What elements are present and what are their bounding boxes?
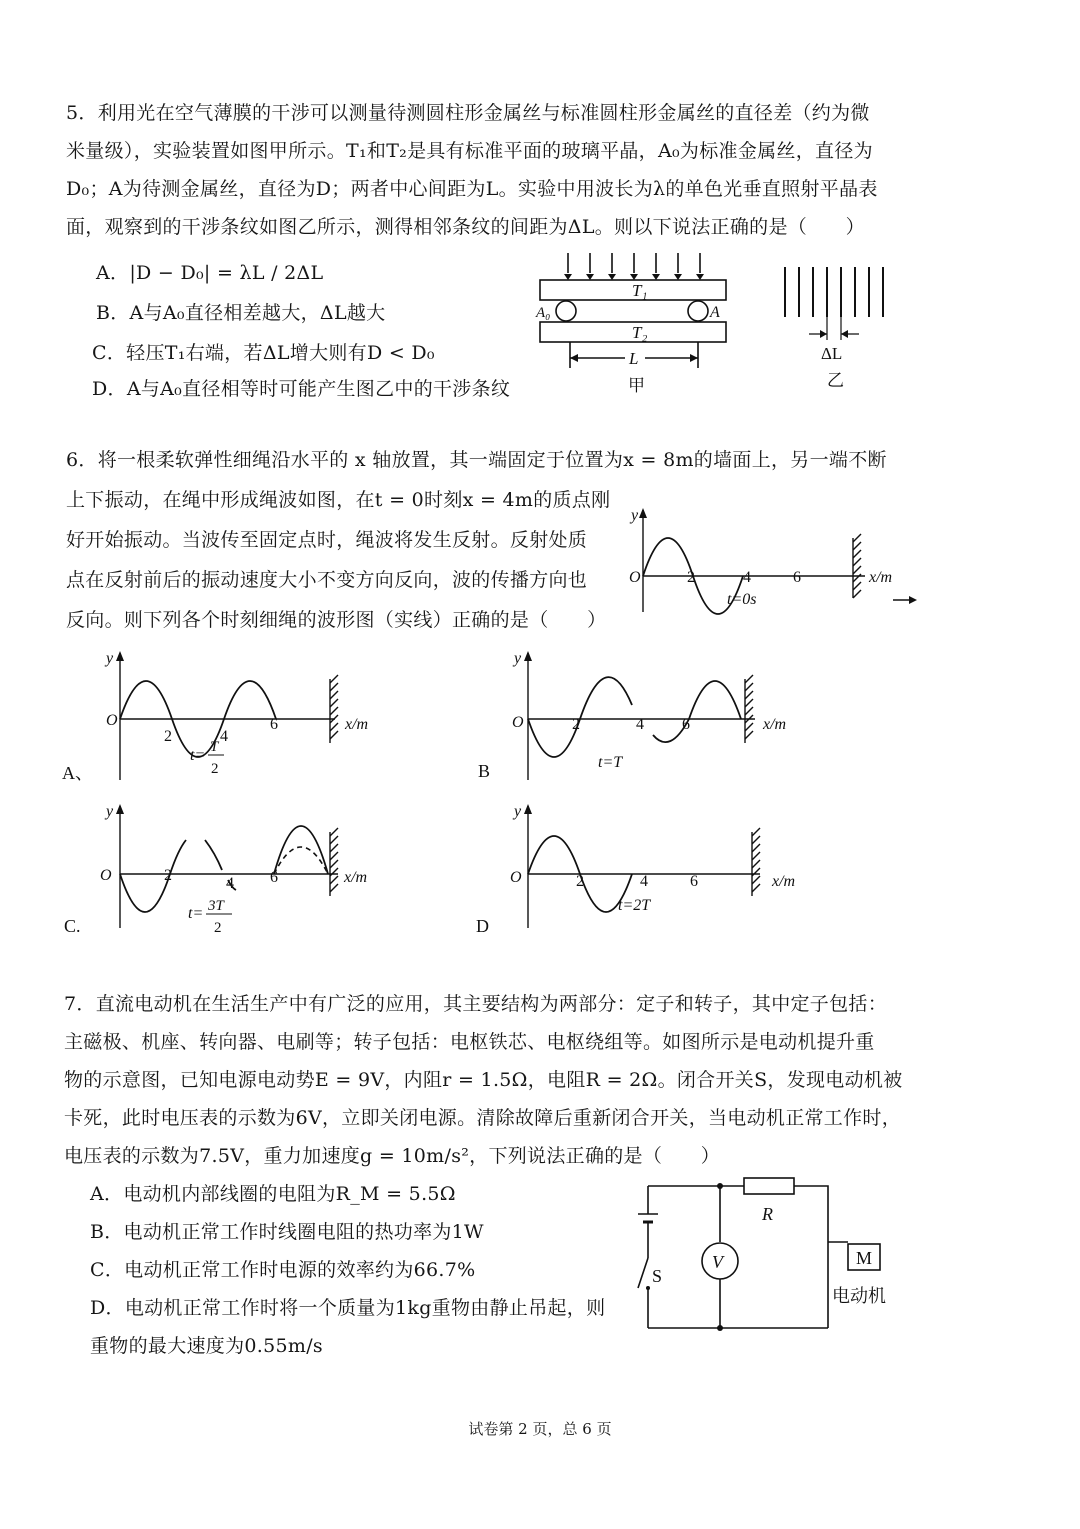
q7-line-1: 7．直流电动机在生活生产中有广泛的应用，其主要结构为两部分：定子和转子，其中定子包括：: [64, 993, 887, 1015]
q5-line-1: 5．利用光在空气薄膜的干涉可以测量待测圆柱形金属丝与标准圆柱形金属丝的直径差（约为微: [66, 102, 870, 124]
resistor-r: [744, 1178, 794, 1194]
choice-c-time: t=: [188, 905, 204, 922]
q5-option-d: D．A与A₀直径相等时可能产生图乙中的干涉条纹: [92, 378, 511, 400]
choice-a-time-num: T: [210, 739, 219, 755]
choice-a-time: t=: [190, 747, 206, 764]
svg-text:x/m: x/m: [763, 716, 787, 733]
label-s: S: [652, 1266, 663, 1286]
q7-option-d-cont: 重物的最大速度为0.55m/s: [90, 1335, 323, 1357]
q6-line-4: 点在反射前后的振动速度大小不变方向反向，波的传播方向也: [66, 569, 588, 591]
wire-a: [688, 301, 708, 321]
page-footer: 试卷第 2 页，总 6 页: [468, 1420, 612, 1438]
svg-text:4: 4: [636, 716, 644, 733]
label-v: V: [712, 1252, 723, 1272]
choice-b-time: t=T: [598, 754, 623, 771]
svg-text:y: y: [106, 650, 114, 667]
svg-text:4: 4: [220, 728, 228, 745]
svg-text:6: 6: [682, 716, 690, 733]
svg-text:O: O: [106, 712, 118, 729]
svg-text:2: 2: [572, 716, 580, 733]
tick-4: 4: [743, 569, 751, 586]
q7-option-d: D．电动机正常工作时将一个质量为1kg重物由静止吊起，则: [90, 1297, 606, 1319]
svg-text:O: O: [100, 867, 112, 884]
q5-figure-yi: [775, 262, 905, 392]
svg-text:6: 6: [270, 869, 278, 886]
q6-line-3: 好开始振动。当波传至固定点时，绳波将发生反射。反射处质: [66, 529, 588, 551]
light-arrows: [568, 253, 700, 273]
choice-d-label: D: [476, 916, 489, 936]
label-t2: T₂: [632, 323, 648, 342]
q6-choice-a-figure: [60, 645, 400, 785]
choice-a-time-den: 2: [211, 761, 219, 777]
label-delta-l: ΔL: [821, 344, 843, 363]
axis-y-label: y: [631, 507, 639, 524]
svg-text:4: 4: [640, 873, 648, 890]
q5-figure-jia: [530, 248, 740, 398]
q7-line-3: 物的示意图，已知电源电动势E = 9V，内阻r = 1.5Ω，电阻R = 2Ω。闭合开关S，发现电动机被: [64, 1069, 903, 1091]
q6-line-5: 反向。则下列各个时刻细绳的波形图（实线）正确的是（ ）: [66, 609, 607, 631]
q7-option-c: C．电动机正常工作时电源的效率约为66.7%: [90, 1259, 476, 1281]
svg-text:2: 2: [576, 873, 584, 890]
q6-line-1: 6．将一根柔软弹性细绳沿水平的 x 轴放置，其一端固定于位置为x = 8m的墙面上，另一端不断: [66, 449, 887, 471]
svg-text:2: 2: [164, 867, 172, 884]
caption-jia: 甲: [628, 376, 645, 395]
label-a: A: [710, 304, 720, 321]
q5-line-3: D₀；A为待测金属丝，直径为D；两者中心间距为L。实验中用波长为λ的单色光垂直照射平晶表: [66, 178, 878, 200]
svg-text:x/m: x/m: [345, 716, 369, 733]
choice-d-time: t=2T: [618, 897, 651, 914]
q6-choice-c-figure: [60, 798, 400, 938]
q7-line-5: 电压表的示数为7.5V，重力加速度g = 10m/s²，下列说法正确的是（ ）: [64, 1145, 721, 1167]
svg-text:x/m: x/m: [772, 873, 796, 890]
tick-6: 6: [793, 569, 801, 586]
choice-c-label: C.: [64, 916, 81, 936]
choice-c-time-num: 3T: [208, 898, 224, 914]
svg-text:x/m: x/m: [344, 869, 368, 886]
svg-text:y: y: [514, 803, 522, 820]
q7-option-a: A．电动机内部线圈的电阻为R_M = 5.5Ω: [90, 1183, 456, 1205]
wire-a0: [556, 301, 576, 321]
q7-circuit-figure: [620, 1170, 910, 1340]
switch-s: [638, 1258, 648, 1288]
tick-2: 2: [687, 569, 695, 586]
svg-text:6: 6: [270, 716, 278, 733]
axis-x-label: x/m: [869, 569, 893, 586]
caption-yi: 乙: [827, 371, 844, 390]
svg-text:O: O: [510, 869, 522, 886]
svg-text:4: 4: [226, 875, 234, 892]
q7-line-2: 主磁极、机座、转向器、电刷等；转子包括：电枢铁芯、电枢绕组等。如图所示是电动机提升重: [64, 1031, 875, 1053]
q6-main-wave-figure: [625, 502, 935, 617]
choice-b-label: B: [478, 761, 491, 781]
q6-choice-b-figure: [470, 645, 810, 785]
q5-option-b: B．A与A₀直径相差越大，ΔL越大: [96, 302, 386, 324]
label-motor: 电动机: [832, 1286, 886, 1306]
svg-text:6: 6: [690, 873, 698, 890]
q7-line-4: 卡死，此时电压表的示数为6V，立即关闭电源。清除故障后重新闭合开关，当电动机正常工作时，: [64, 1107, 902, 1129]
q5-option-a: A．|D − D₀| = λL / 2ΔL: [96, 262, 324, 284]
label-a0: A₀: [536, 305, 551, 321]
svg-text:y: y: [514, 650, 522, 667]
q5-option-c: C．轻压T₁右端，若ΔL增大则有D < D₀: [92, 342, 435, 364]
interference-fringes: [785, 267, 883, 317]
q5-line-4: 面，观察到的干涉条纹如图乙所示，测得相邻条纹的间距为ΔL。则以下说法正确的是（ ）: [66, 216, 865, 238]
svg-text:O: O: [512, 714, 524, 731]
svg-text:2: 2: [164, 728, 172, 745]
q7-option-b: B．电动机正常工作时线圈电阻的热功率为1W: [90, 1221, 484, 1243]
label-m: M: [856, 1248, 873, 1268]
label-t1: T₁: [632, 281, 648, 300]
q5-line-2: 米量级），实验装置如图甲所示。T₁和T₂是具有标准平面的玻璃平晶，A₀为标准金属丝，直径为: [66, 140, 873, 162]
origin-label: O: [629, 569, 641, 586]
svg-text:y: y: [106, 803, 114, 820]
label-l: L: [629, 349, 639, 368]
time-label: t=0s: [727, 591, 757, 608]
choice-c-time-den: 2: [214, 920, 222, 936]
choice-a-label: A、: [62, 763, 93, 783]
q6-line-2: 上下振动，在绳中形成绳波如图，在t = 0时刻x = 4m的质点刚: [66, 489, 611, 511]
label-r: R: [762, 1204, 773, 1224]
q6-choice-d-figure: [470, 798, 810, 938]
